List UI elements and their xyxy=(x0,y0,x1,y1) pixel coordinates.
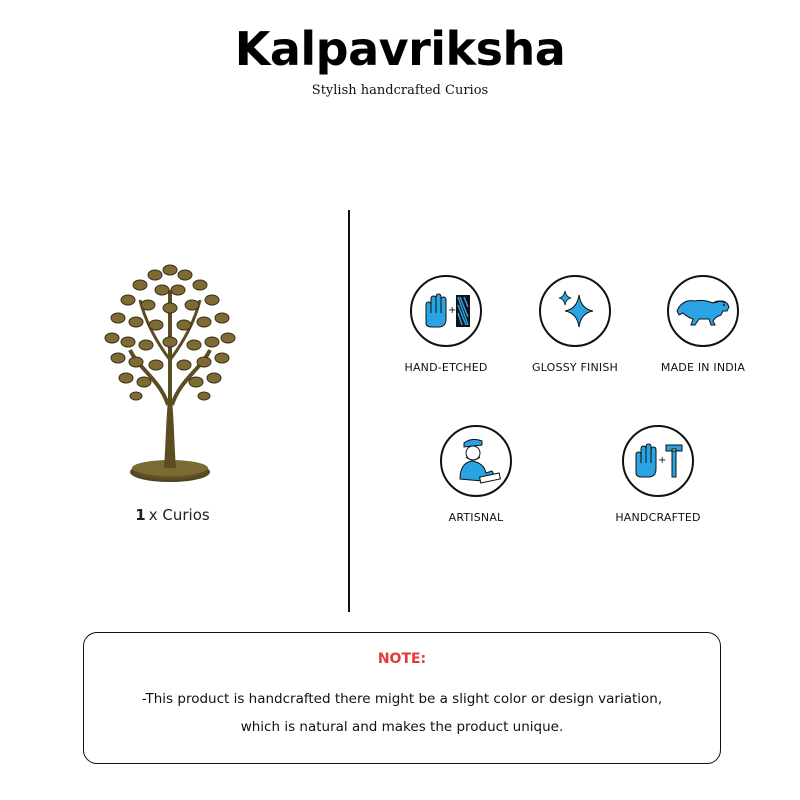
svg-text:+: + xyxy=(658,455,667,466)
vertical-divider xyxy=(348,210,350,612)
note-box xyxy=(83,632,721,764)
feature-circle xyxy=(622,425,694,497)
product-image xyxy=(100,250,240,490)
artisan-icon xyxy=(442,427,510,495)
feature-glossy-finish xyxy=(510,275,640,374)
hand-hammer-icon xyxy=(624,427,692,495)
note-title: NOTE: xyxy=(377,651,427,667)
feature-circle xyxy=(667,275,739,347)
feature-handcrafted xyxy=(593,425,723,524)
sparkle-icon xyxy=(541,277,609,345)
feature-circle xyxy=(539,275,611,347)
feature-hand-etched xyxy=(381,275,511,374)
note-line-2: which is natural and makes the product unique. xyxy=(240,719,564,735)
note-line-1: -This product is handcrafted there might be a slight color or design variation, xyxy=(141,691,663,707)
feature-label: GLOSSY FINISH xyxy=(532,361,618,374)
quantity-number: 1 xyxy=(135,506,146,524)
feature-circle xyxy=(410,275,482,347)
quantity-text: x Curios xyxy=(148,506,210,524)
feature-label: MADE IN INDIA xyxy=(660,361,746,374)
feature-circle xyxy=(440,425,512,497)
hand-etched-icon xyxy=(412,277,480,345)
feature-artisnal xyxy=(411,425,541,524)
feature-label: ARTISNAL xyxy=(448,511,504,524)
lion-icon xyxy=(669,277,737,345)
page-subtitle: Stylish handcrafted Curios xyxy=(311,83,489,98)
feature-made-in-india xyxy=(638,275,768,374)
svg-text:+: + xyxy=(448,305,457,316)
feature-label: HAND-ETCHED xyxy=(404,361,488,374)
quantity-label xyxy=(0,506,345,524)
page-title: Kalpavriksha xyxy=(234,22,566,76)
feature-label: HANDCRAFTED xyxy=(615,511,701,524)
